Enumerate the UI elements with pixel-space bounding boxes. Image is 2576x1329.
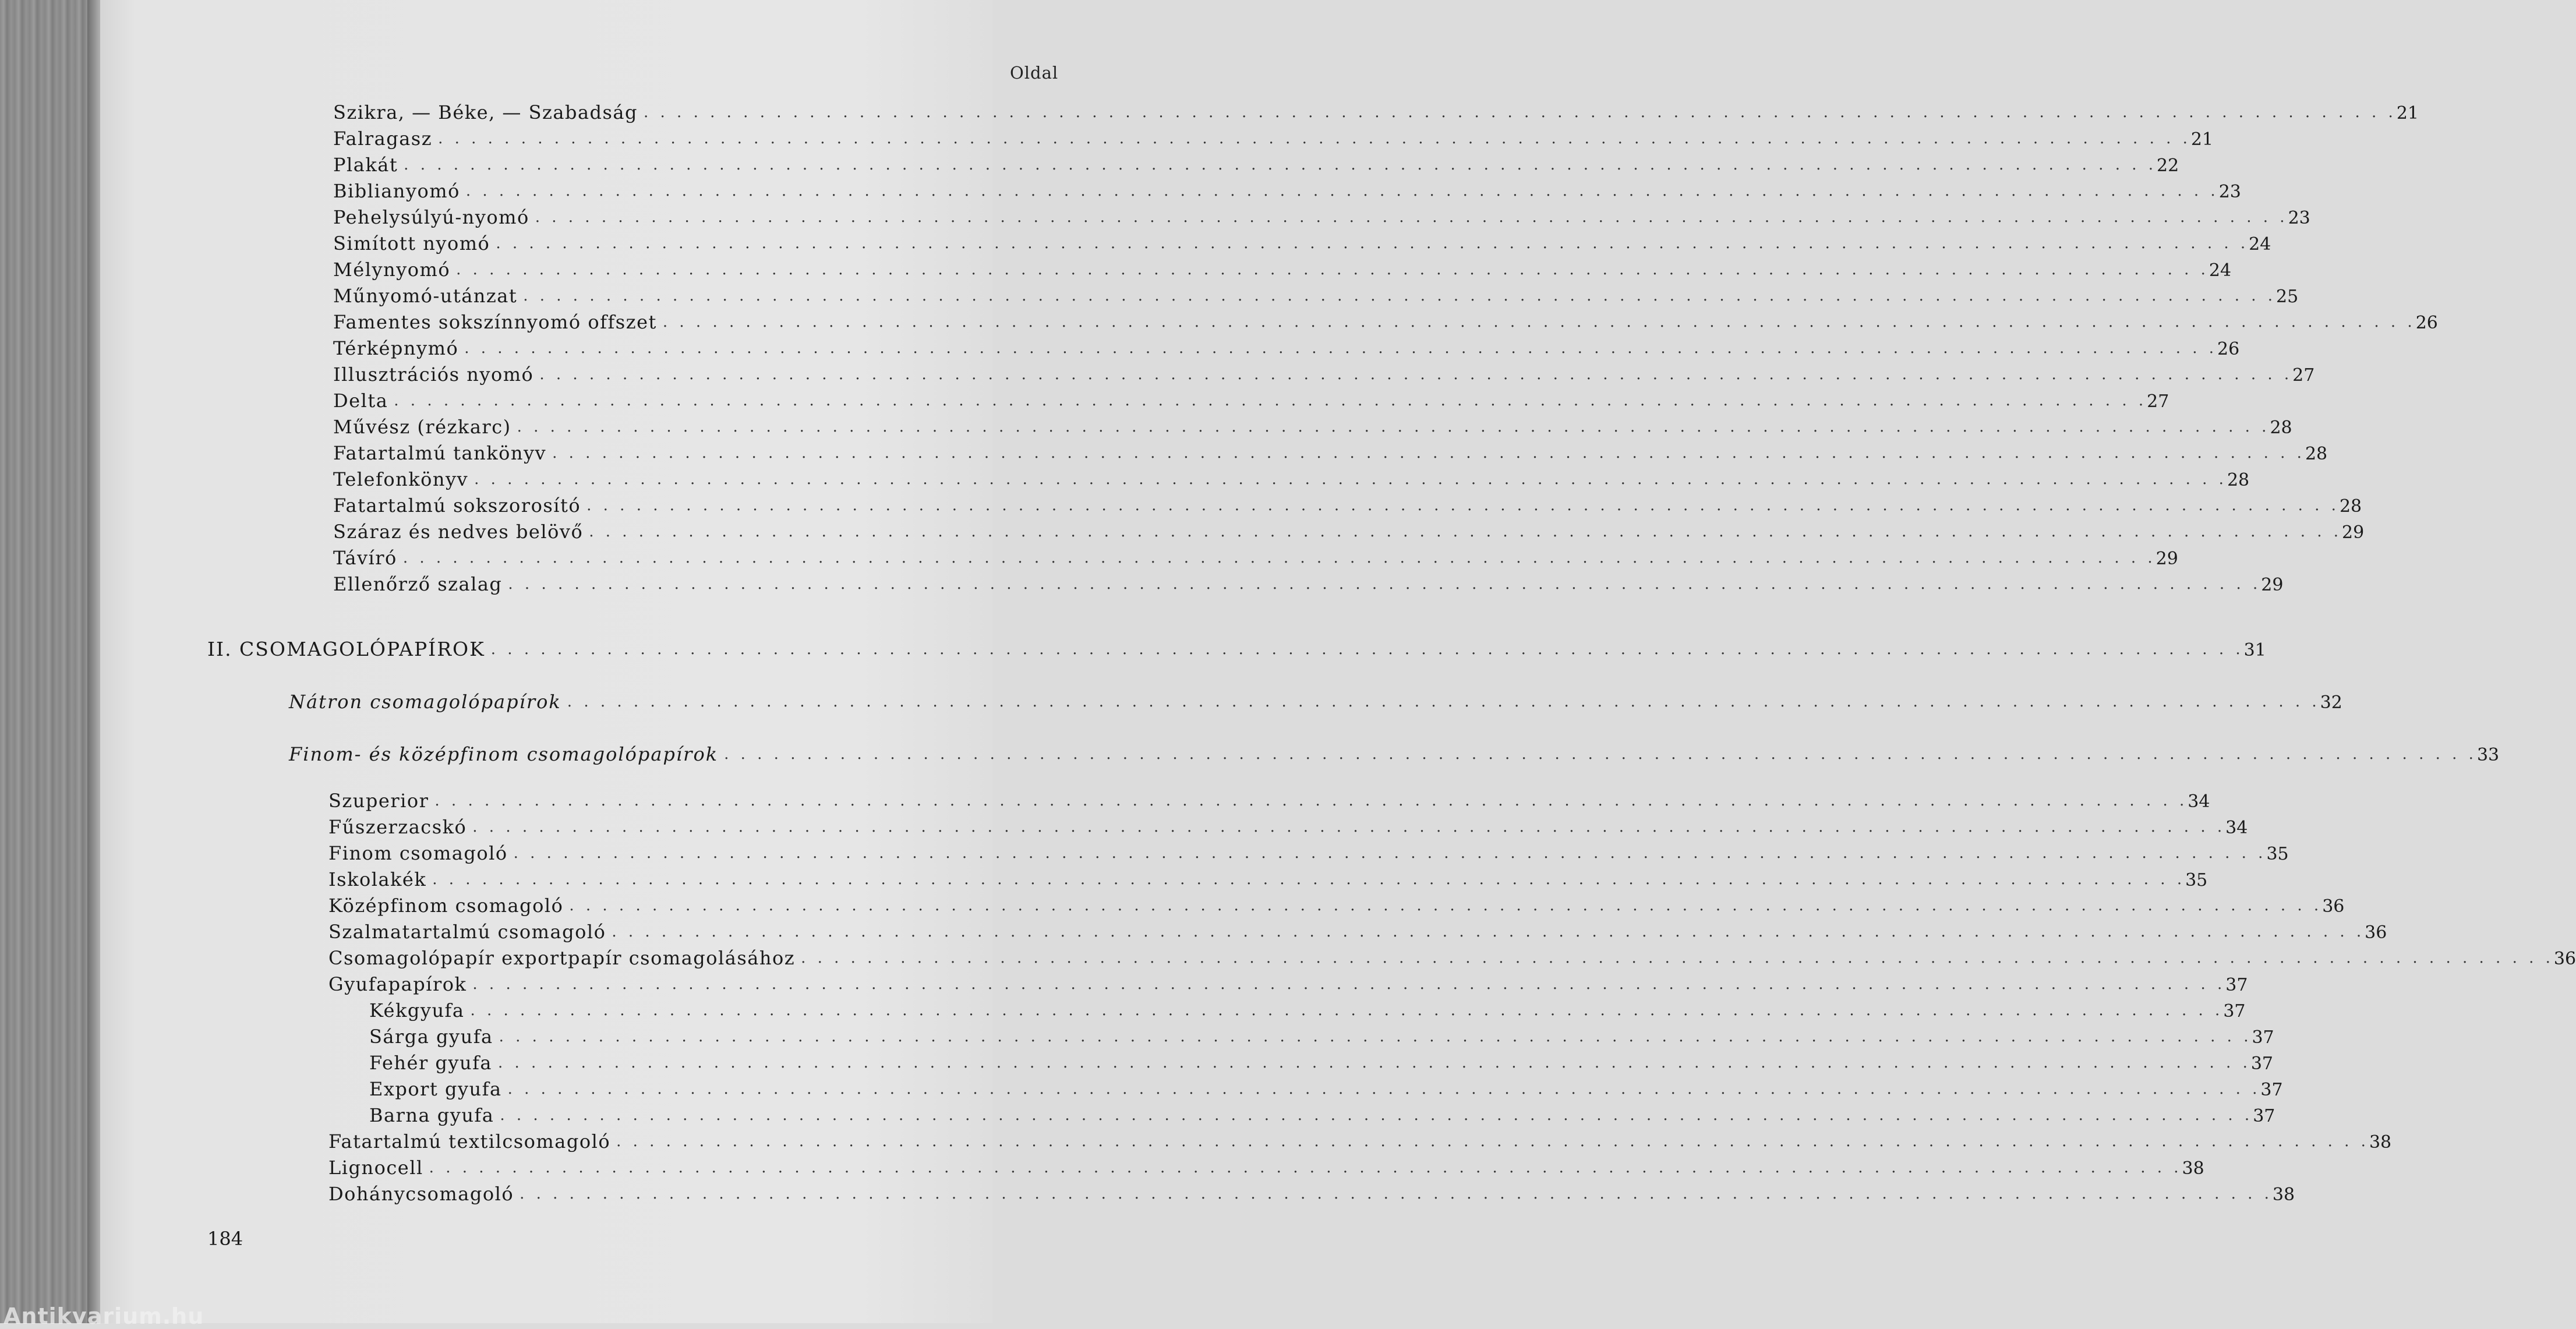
leader-dots	[499, 1028, 2252, 1048]
toc-entry-label: Fehér gyufa	[369, 1052, 492, 1074]
toc-subentry	[369, 1101, 2275, 1126]
toc-entry	[328, 786, 2210, 812]
toc-entry	[333, 281, 2299, 307]
leader-dots	[539, 366, 2292, 386]
toc-entry-label: Csomagolópapír exportpapír csomagolásához	[328, 947, 796, 969]
toc-entry	[333, 412, 2292, 438]
toc-entry-page: 34	[2225, 818, 2248, 838]
leader-dots	[514, 844, 2267, 864]
toc-entry-page: 29	[2261, 575, 2284, 595]
toc-entry-label: Sárga gyufa	[369, 1026, 493, 1048]
toc-entry	[328, 812, 2248, 838]
toc-entry-page: 21	[2190, 129, 2214, 150]
toc-subsection	[289, 687, 2342, 713]
toc-entry	[328, 865, 2208, 890]
leader-dots	[472, 818, 2225, 838]
leader-dots	[535, 208, 2288, 228]
toc-section-heading	[207, 635, 2266, 660]
leader-dots	[663, 313, 2416, 333]
toc-entry-label: Távíró	[333, 547, 397, 569]
watermark: Antikvarium.hu	[3, 1303, 204, 1329]
toc-entry-label: Famentes sokszínnyomó offszet	[333, 311, 657, 333]
leader-dots	[434, 792, 2188, 812]
leader-dots	[552, 444, 2305, 464]
toc-entry-page: 37	[2223, 1001, 2246, 1022]
toc-subsection-label: Nátron csomagolópapírok	[289, 691, 561, 713]
leader-dots	[500, 1107, 2253, 1126]
toc-entry	[333, 334, 2240, 359]
toc-entry-label: Falragasz	[333, 128, 433, 150]
toc-entry-page: 34	[2188, 791, 2210, 812]
toc-entry	[333, 360, 2315, 386]
toc-entry-label: Kékgyufa	[369, 999, 465, 1022]
toc-entry-page: 38	[2369, 1132, 2392, 1153]
toc-entry-page: 28	[2339, 496, 2362, 517]
toc-entry	[328, 943, 2576, 969]
toc-entry	[333, 465, 2250, 490]
toc-subsection	[289, 740, 2500, 765]
toc-entry-label: Delta	[333, 390, 388, 412]
toc-entry-label: Illusztrációs nyomó	[333, 363, 534, 386]
leader-dots	[508, 575, 2261, 595]
leader-dots	[567, 693, 2320, 713]
toc-entry	[333, 150, 2179, 176]
leader-dots	[589, 523, 2342, 543]
toc-entry-label: Műnyomó-utánzat	[333, 285, 518, 307]
leader-dots	[404, 156, 2157, 176]
leader-dots	[403, 549, 2156, 569]
toc-entry-label: Fatartalmú textilcsomagoló	[328, 1130, 611, 1153]
toc-subentry	[369, 996, 2246, 1022]
toc-entry-label: Iskolakék	[328, 868, 427, 890]
toc-subentry	[369, 1074, 2283, 1100]
toc-subentry	[369, 1048, 2274, 1074]
toc-entry-label: Dohánycsomagoló	[328, 1183, 514, 1205]
leader-dots	[586, 497, 2340, 517]
toc-entry	[333, 229, 2271, 255]
leader-dots	[394, 392, 2147, 412]
toc-entry	[328, 891, 2345, 917]
toc-entry	[328, 1179, 2295, 1205]
leader-dots	[456, 261, 2209, 281]
toc-entry	[333, 124, 2214, 150]
toc-entry-page: 28	[2270, 418, 2292, 438]
toc-entry	[333, 517, 2365, 543]
toc-entry-page: 27	[2292, 365, 2315, 386]
toc-section-label: II. CSOMAGOLÓPAPÍROK	[207, 638, 485, 660]
toc-entry-label: Barna gyufa	[369, 1104, 494, 1126]
toc-entry-page: 36	[2553, 949, 2576, 969]
toc-entry-page: 25	[2276, 287, 2299, 307]
leader-dots	[569, 897, 2322, 917]
toc-entry-page: 24	[2208, 260, 2232, 281]
toc-entry-label: Fatartalmú sokszorosító	[333, 494, 581, 517]
toc-entry-page: 37	[2252, 1027, 2274, 1048]
toc-entry-page: 27	[2147, 391, 2169, 412]
toc-entry-page: 36	[2365, 922, 2387, 943]
toc-entry	[333, 98, 2419, 123]
toc-entry-page: 37	[2250, 1054, 2274, 1074]
toc-entry-page: 22	[2157, 155, 2179, 176]
toc-entry-page: 35	[2266, 844, 2289, 864]
toc-entry	[333, 255, 2232, 281]
toc-entry	[333, 386, 2169, 412]
leader-dots	[429, 1159, 2182, 1179]
leader-dots	[801, 949, 2554, 969]
toc-entry-label: Szikra, — Béke, — Szabadság	[333, 101, 638, 123]
toc-entry	[333, 543, 2178, 569]
leader-dots	[644, 104, 2397, 123]
toc-entry	[333, 176, 2241, 202]
toc-entry-label: Simított nyomó	[333, 232, 490, 255]
toc-entry-page: 29	[2155, 549, 2178, 569]
toc-entry	[328, 970, 2248, 995]
leader-dots	[474, 471, 2227, 490]
toc-entry-page: 38	[2272, 1185, 2295, 1205]
toc-entry	[328, 1153, 2204, 1179]
leader-dots	[508, 1080, 2261, 1100]
toc-entry-label: Pehelysúlyú-nyomó	[333, 206, 529, 228]
toc-entry-label: Szalmatartalmú csomagoló	[328, 921, 606, 943]
leader-dots	[520, 1185, 2273, 1205]
toc-entry-page: 35	[2185, 870, 2208, 890]
toc-entry-label: Finom csomagoló	[328, 842, 508, 864]
toc-entry-label: Térképnymó	[333, 337, 459, 359]
toc-entry-label: Telefonkönyv	[333, 468, 469, 490]
toc-entry-page: 37	[2225, 975, 2248, 995]
toc-entry-label: Középfinom csomagoló	[328, 895, 564, 917]
toc-entry-page: 26	[2217, 339, 2240, 359]
toc-entry-label: Fatartalmú tankönyv	[333, 442, 547, 464]
toc-subsection-label: Finom- és középfinom csomagolópapírok	[289, 743, 719, 765]
toc-entry-page: 23	[2218, 182, 2241, 202]
toc-entry-page: 29	[2342, 522, 2365, 543]
toc-entry-page: 21	[2396, 103, 2419, 123]
leader-dots	[438, 130, 2191, 150]
toc-entry-page: 24	[2249, 234, 2271, 255]
leader-dots	[496, 235, 2249, 255]
leader-dots	[523, 287, 2276, 307]
toc-entry	[333, 203, 2310, 228]
leader-dots	[470, 1002, 2223, 1022]
toc-entry	[333, 307, 2438, 333]
book-spine	[0, 0, 99, 1323]
leader-dots	[498, 1054, 2251, 1074]
leader-dots	[472, 975, 2225, 995]
toc-entry-label: Szuperior	[328, 790, 429, 812]
toc-entry-label: Művész (rézkarc)	[333, 416, 511, 438]
leader-dots	[616, 1133, 2369, 1153]
toc-entry	[333, 570, 2284, 595]
toc-entry-page: 28	[2227, 470, 2250, 490]
toc-subentry	[369, 1022, 2274, 1048]
toc-entry	[328, 1127, 2392, 1153]
toc-entry	[333, 439, 2328, 464]
toc-entry	[328, 917, 2387, 943]
toc-entry-page: 31	[2243, 640, 2266, 660]
leader-dots	[432, 871, 2185, 890]
leader-dots	[464, 340, 2217, 359]
toc-entry-label: Száraz és nedves belövő	[333, 521, 584, 543]
toc-entry-page: 26	[2415, 313, 2438, 333]
toc-entry-page: 37	[2253, 1106, 2275, 1126]
page-column-label: Oldal	[1010, 63, 1059, 83]
toc-entry-label: Fűszerzacskó	[328, 816, 467, 838]
toc-entry-label: Mélynyomó	[333, 259, 451, 281]
toc-entry-page: 32	[2320, 692, 2342, 713]
toc-entry	[333, 491, 2362, 517]
toc-entry-label: Export gyufa	[369, 1078, 502, 1100]
toc-entry-label: Ellenőrző szalag	[333, 573, 503, 595]
toc-entry-page: 23	[2288, 208, 2310, 228]
toc-entry-label: Plakát	[333, 154, 398, 176]
toc-entry-page: 33	[2476, 745, 2500, 765]
leader-dots	[491, 641, 2244, 660]
toc-entry-page: 37	[2260, 1080, 2283, 1100]
leader-dots	[517, 418, 2270, 438]
leader-dots	[612, 923, 2365, 943]
toc-entry-label: Gyufapapírok	[328, 973, 467, 995]
toc-entry-label: Lignocell	[328, 1157, 423, 1179]
toc-entry-page: 28	[2305, 444, 2328, 464]
toc-entry-page: 36	[2322, 896, 2345, 917]
toc-entry	[328, 839, 2289, 864]
leader-dots	[724, 745, 2477, 765]
toc-entry-page: 38	[2182, 1158, 2204, 1179]
toc-entry-label: Biblianyomó	[333, 180, 460, 202]
page-number: 184	[207, 1228, 243, 1250]
leader-dots	[466, 182, 2219, 202]
